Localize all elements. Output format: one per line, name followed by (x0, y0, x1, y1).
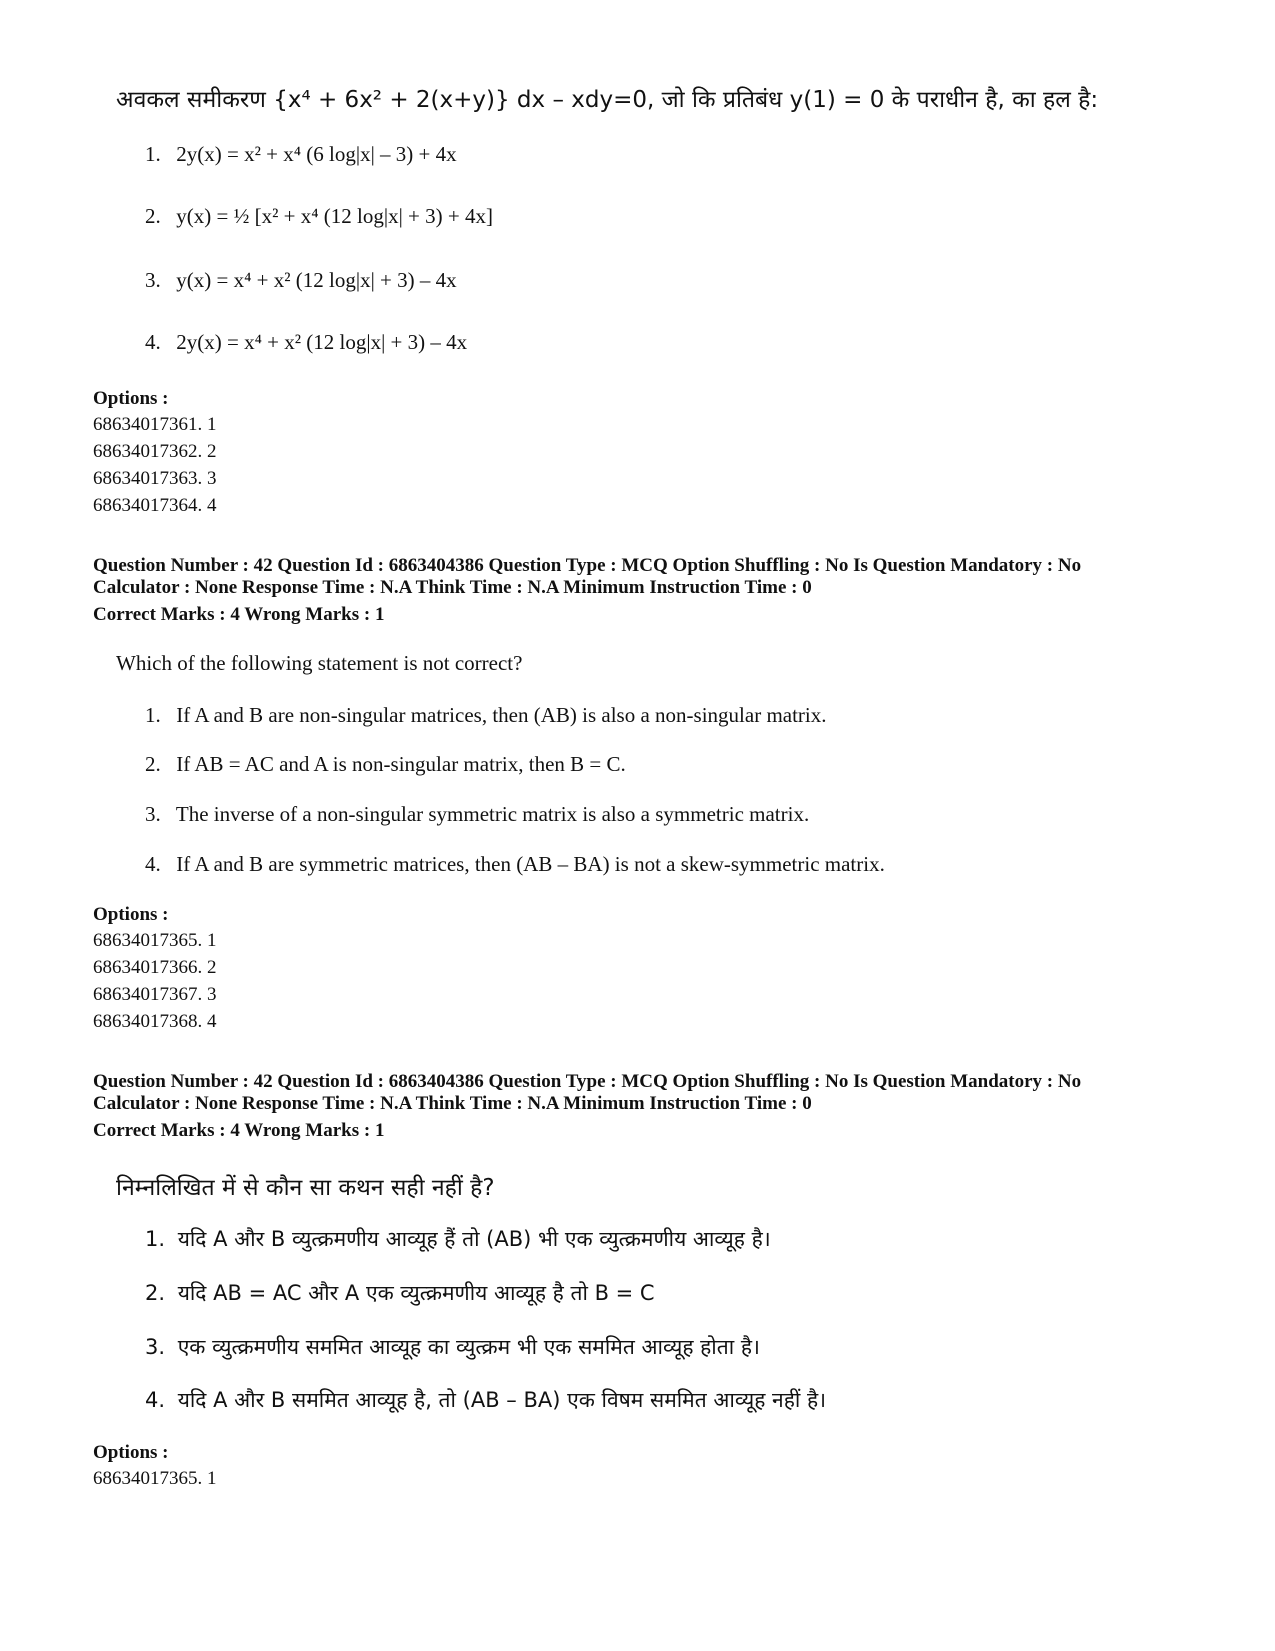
choice-item (145, 1225, 771, 1253)
choice-item (145, 330, 467, 355)
choice-text: If A and B are symmetric matrices, then (AB – BA) is not a skew-symmetric matrix. (176, 852, 885, 876)
choice-number: 1. (145, 703, 161, 727)
choice-text: यदि A और B सममित आव्यूह है, तो (AB – BA) एक विषम सममित आव्यूह नहीं है। (177, 1388, 827, 1412)
choice-item (145, 1333, 760, 1361)
marks-line: Correct Marks : 4 Wrong Marks : 1 (93, 1120, 385, 1141)
choice-number: 3. (145, 802, 161, 826)
option-id-line: 68634017367. 3 (93, 984, 217, 1005)
choice-item (145, 703, 827, 728)
choice-item (145, 752, 626, 777)
option-id-line: 68634017365. 1 (93, 1468, 217, 1489)
option-id-line: 68634017361. 1 (93, 414, 217, 435)
choice-number: 4. (145, 1388, 166, 1412)
choice-text: 2y(x) = x⁴ + x² (12 log|x| + 3) – 4x (176, 330, 468, 354)
choice-item (145, 1279, 655, 1307)
choice-number: 1. (145, 1227, 166, 1251)
choice-text: The inverse of a non-singular symmetric matrix is also a symmetric matrix. (175, 802, 810, 826)
choice-number: 4. (145, 330, 161, 354)
choice-text: If AB = AC and A is non-singular matrix, then B = C. (176, 752, 626, 776)
choice-number: 3. (145, 1335, 166, 1359)
question-header-line: Calculator : None Response Time : N.A Think Time : N.A Minimum Instruction Time : 0 (93, 577, 812, 598)
options-label: Options : (93, 1442, 169, 1463)
option-id-line: 68634017362. 2 (93, 441, 217, 462)
question-text: Which of the following statement is not correct? (116, 651, 523, 675)
question-text: अवकल समीकरण {x⁴ + 6x² + 2(x+y)} dx – xdy=0, जो कि प्रतिबंध y(1) = 0 के पराधीन है, का हल है: (116, 87, 1099, 113)
choice-text: y(x) = x⁴ + x² (12 log|x| + 3) – 4x (176, 268, 457, 292)
choice-item (145, 268, 457, 293)
choice-text: यदि A और B व्युत्क्रमणीय आव्यूह हैं तो (AB) भी एक व्युत्क्रमणीय आव्यूह है। (177, 1227, 771, 1251)
choice-item (145, 142, 457, 167)
choice-text: यदि AB = AC और A एक व्युत्क्रमणीय आव्यूह है तो B = C (177, 1281, 655, 1305)
option-id-line: 68634017366. 2 (93, 957, 217, 978)
choice-text: If A and B are non-singular matrices, then (AB) is also a non-singular matrix. (176, 703, 827, 727)
option-id-line: 68634017368. 4 (93, 1011, 217, 1032)
options-label: Options : (93, 388, 169, 409)
choice-number: 2. (145, 752, 161, 776)
marks-line: Correct Marks : 4 Wrong Marks : 1 (93, 604, 385, 625)
choice-number: 1. (145, 142, 161, 166)
question-text: निम्नलिखित में से कौन सा कथन सही नहीं है? (116, 1175, 495, 1201)
choice-item (145, 802, 809, 827)
choice-number: 4. (145, 852, 161, 876)
question-header-line: Calculator : None Response Time : N.A Think Time : N.A Minimum Instruction Time : 0 (93, 1093, 812, 1114)
choice-number: 2. (145, 1281, 166, 1305)
choice-text: y(x) = ½ [x² + x⁴ (12 log|x| + 3) + 4x] (176, 204, 493, 228)
choice-number: 2. (145, 204, 161, 228)
option-id-line: 68634017364. 4 (93, 495, 217, 516)
options-label: Options : (93, 904, 169, 925)
option-id-line: 68634017365. 1 (93, 930, 217, 951)
choice-text: एक व्युत्क्रमणीय सममित आव्यूह का व्युत्क्रम भी एक सममित आव्यूह होता है। (177, 1335, 760, 1359)
option-id-line: 68634017363. 3 (93, 468, 217, 489)
question-header-line: Question Number : 42 Question Id : 6863404386 Question Type : MCQ Option Shuffling : No Is Question Mandatory : No (93, 555, 1082, 576)
choice-item (145, 1386, 826, 1414)
choice-number: 3. (145, 268, 161, 292)
choice-item (145, 852, 885, 877)
question-header-line: Question Number : 42 Question Id : 6863404386 Question Type : MCQ Option Shuffling : No Is Question Mandatory : No (93, 1071, 1082, 1092)
choice-item (145, 204, 493, 229)
choice-text: 2y(x) = x² + x⁴ (6 log|x| – 3) + 4x (176, 142, 457, 166)
